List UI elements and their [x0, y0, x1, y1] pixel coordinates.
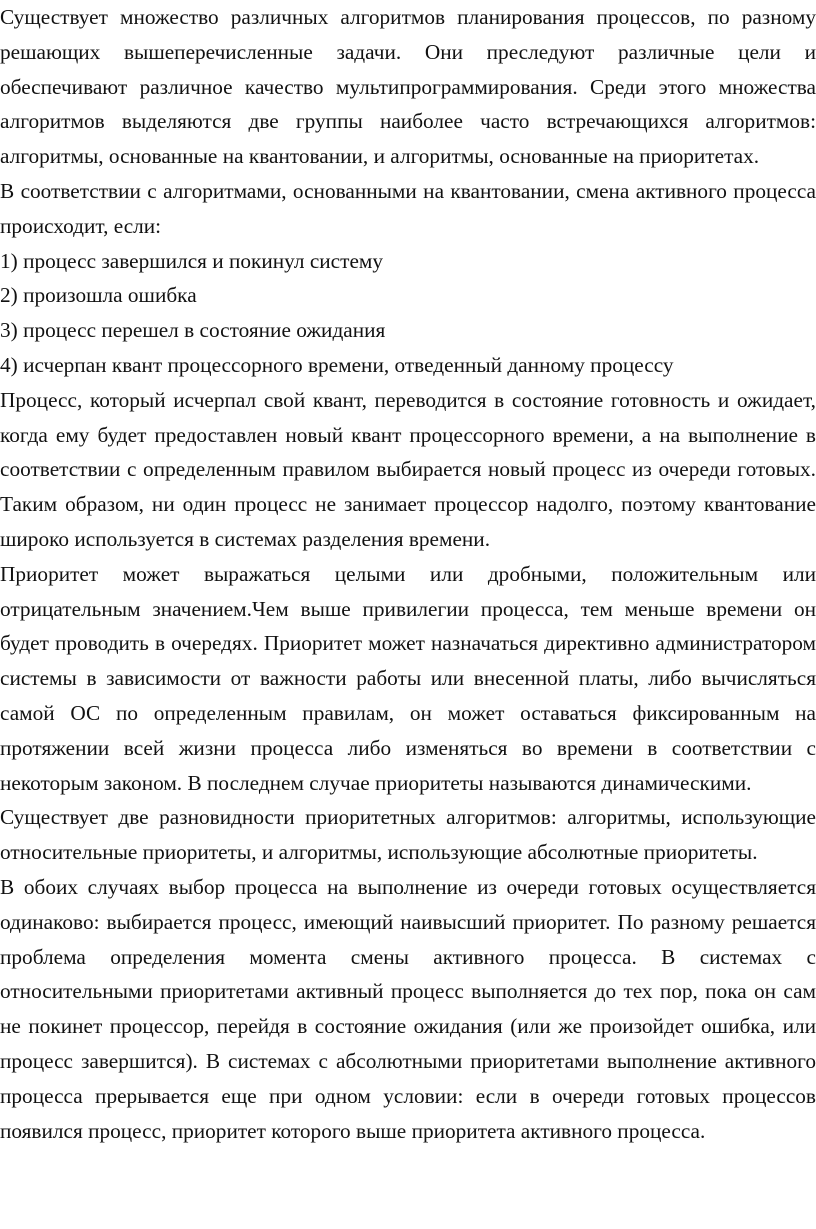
paragraph-quantum-exhausted: Процесс, который исчерпал свой квант, переводится в состояние готовность и ожидает, когда ему будет предоставлен новый квант процессорного времени, а на выполнение в соответствии с определенным правилом выбирается новый процесс из очереди готовых. Таким образом, ни один процесс не занимает процессор надолго, поэтому квантование широко используется в системах разделения времени. — [0, 387, 816, 551]
paragraph-priority-selection: В обоих случаях выбор процесса на выполнение из очереди готовых осуществляется одинаково: выбирается процесс, имеющий наивысший приоритет. По разному решается проблема определения момента смены активного процесса. В системах с относительными приоритетами активный процесс выполняется до тех пор, пока он сам не покинет процессор, перейдя в состояние ожидания (или же произойдет ошибка, или процесс завершится). В системах с абсолютными приоритетами выполнение активного процесса прерывается еще при одном условии: если в очереди готовых процессов появился процесс, приоритет которого выше приоритета активного процесса. — [0, 874, 816, 1143]
list-item: 4) исчерпан квант процессорного времени, отведенный данному процессу — [0, 352, 674, 377]
paragraph-priority-kinds: Существует две разновидности приоритетных алгоритмов: алгоритмы, использующие относительные приоритеты, и алгоритмы, использующие абсолютные приоритеты. — [0, 805, 816, 865]
list-item: 2) произошла ошибка — [0, 283, 197, 308]
list-item: 3) процесс перешел в состояние ожидания — [0, 318, 386, 343]
paragraph-intro-algorithms: Существует множество различных алгоритмов планирования процессов, по разному решающих вышеперечисленные задачи. Они преследуют различные цели и обеспечивают различное качество мультипрограммирования. Среди этого множества алгоритмов выделяются две группы наиболее часто встречающихся алгоритмов: алгоритмы, основанные на квантовании, и алгоритмы, основанные на приоритетах. — [0, 5, 816, 169]
paragraph-priority-definition: Приоритет может выражаться целыми или дробными, положительным или отрицательным значением.Чем выше привилегии процесса, тем меньше времени он будет проводить в очередях. Приоритет может назначаться директивно администратором системы в зависимости от важности работы или внесенной платы, либо вычисляться самой ОС по определенным правилам, он может оставаться фиксированным на протяжении всей жизни процесса либо изменяться во времени в соответствии с некоторым законом. В последнем случае приоритеты называются динамическими. — [0, 561, 816, 795]
paragraph-quantum-conditions: В соответствии с алгоритмами, основанными на квантовании, смена активного процесса происходит, если: — [0, 178, 816, 238]
list-item: 1) процесс завершился и покинул систему — [0, 248, 384, 273]
